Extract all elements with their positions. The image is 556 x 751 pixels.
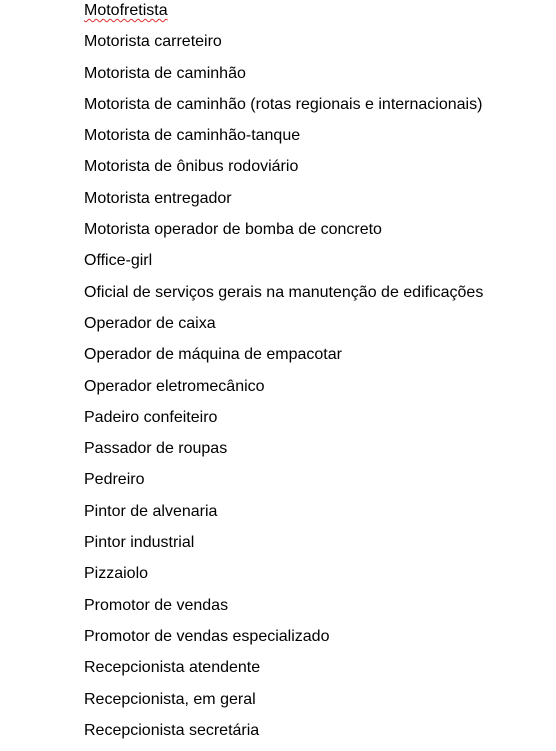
list-item-text: Recepcionista secretária [84, 721, 260, 739]
list-item-text: Pedreiro [84, 471, 145, 489]
list-item-text: Operador eletromecânico [84, 377, 265, 395]
list-item-text: Motorista entregador [84, 189, 232, 207]
list-item [84, 438, 544, 469]
list-item [84, 657, 544, 688]
list-item-text: Motorista de ônibus rodoviário [84, 158, 299, 176]
list-item [84, 469, 544, 500]
list-item [84, 188, 544, 219]
list-item [84, 407, 544, 438]
list-item [84, 626, 544, 657]
list-item [84, 563, 544, 594]
list-item-text: Motorista operador de bomba de concreto [84, 221, 382, 239]
list-item-text: Recepcionista atendente [84, 659, 261, 677]
list-item-text: Pintor de alvenaria [84, 502, 218, 520]
list-item [84, 63, 544, 94]
list-item [84, 282, 544, 313]
list-item-text: Office-girl [84, 252, 153, 270]
list-item [84, 689, 544, 720]
list-item [84, 501, 544, 532]
list-item [84, 720, 544, 751]
list-item-text: Recepcionista, em geral [84, 690, 256, 708]
list-item-text: Motorista de caminhão [84, 64, 246, 82]
list-item-text: Motorista carreteiro [84, 33, 222, 51]
list-item-text: Promotor de vendas especializado [84, 627, 330, 645]
list-item [84, 156, 544, 187]
list-item-text-misspelled: Motofretista [84, 2, 168, 19]
list-item [84, 344, 544, 375]
list-item [84, 0, 544, 31]
list-item-text: Promotor de vendas [84, 596, 229, 614]
list-item-text: Oficial de serviços gerais na manutenção de edificações [84, 283, 484, 301]
list-item-text: Operador de máquina de empacotar [84, 346, 342, 364]
list-item-text: Pizzaiolo [84, 565, 149, 583]
list-item [84, 532, 544, 563]
list-item [84, 219, 544, 250]
list-item [84, 376, 544, 407]
list-item [84, 94, 544, 125]
list-item [84, 125, 544, 156]
list-item-text: Motorista de caminhão-tanque [84, 127, 301, 145]
list-item [84, 595, 544, 626]
list-item-text: Operador de caixa [84, 314, 216, 332]
job-title-list [84, 0, 544, 751]
list-item-text: Motorista de caminhão (rotas regionais e internacionais) [84, 95, 483, 113]
list-item-text: Padeiro confeiteiro [84, 408, 218, 426]
list-item-text: Pintor industrial [84, 534, 195, 552]
list-item [84, 250, 544, 281]
list-item [84, 31, 544, 62]
list-item-text: Passador de roupas [84, 440, 228, 458]
list-item [84, 313, 544, 344]
